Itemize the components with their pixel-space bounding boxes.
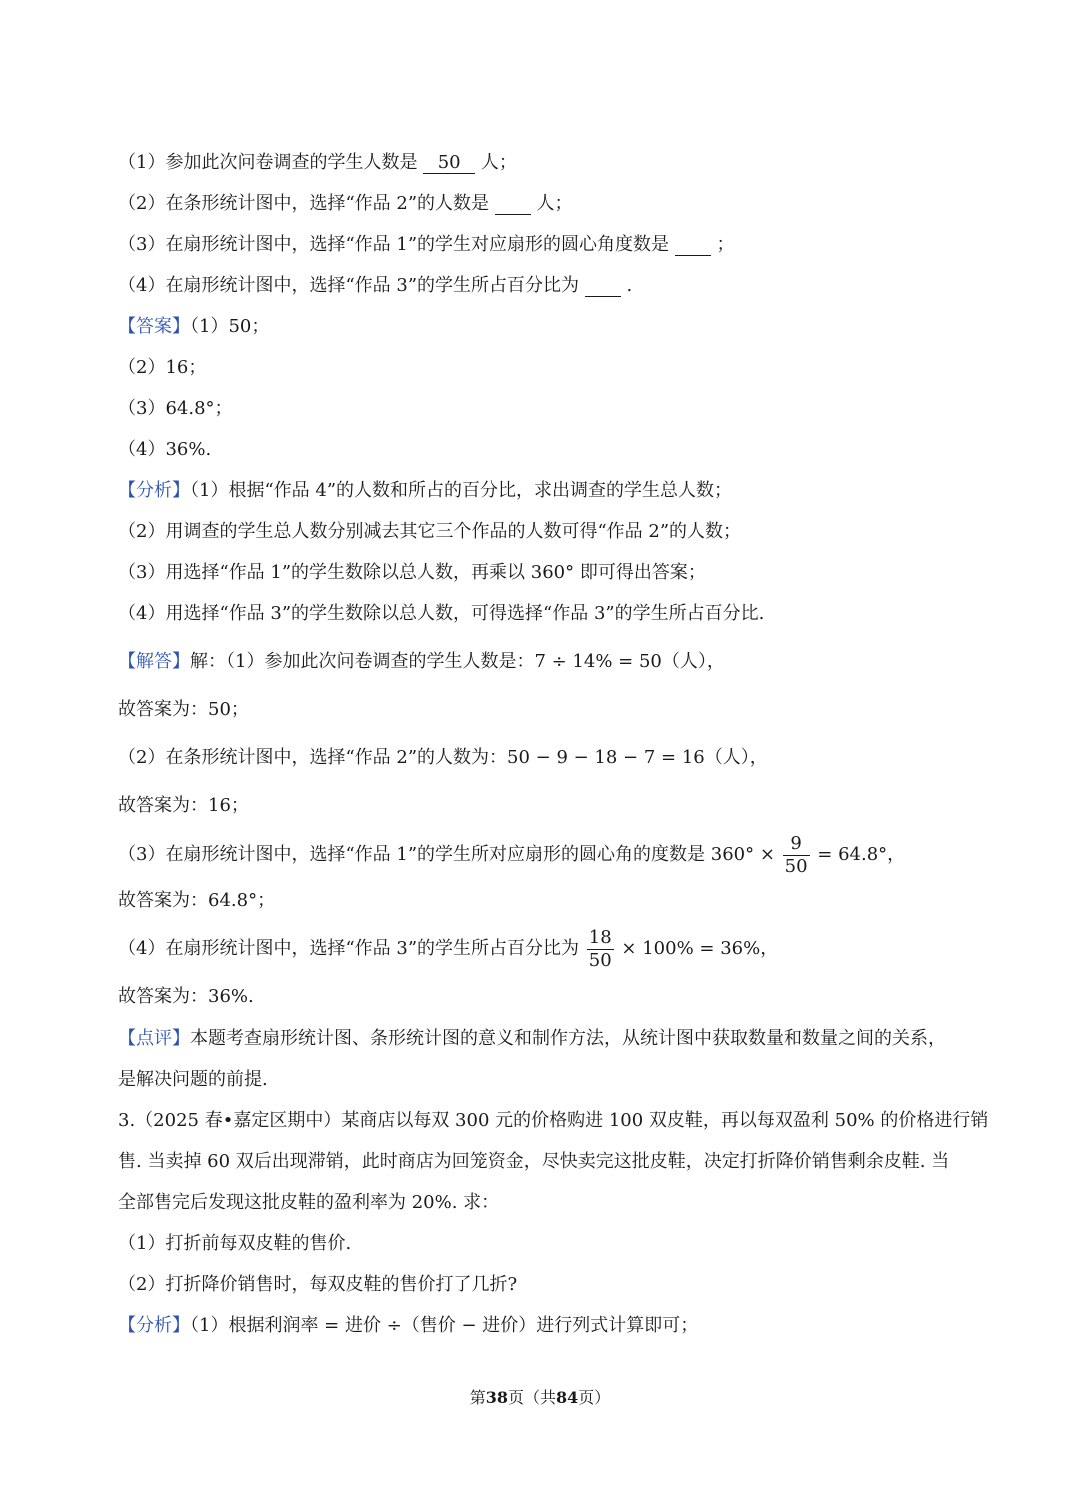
solution-line-2: 故答案为：50； <box>118 699 249 720</box>
answer-blank-1: 50 <box>423 153 475 174</box>
answer-line-1: 【答案】（1）50； <box>118 316 270 337</box>
sub-question-3: （3）在扇形统计图中，选择“作品 1”的学生对应扇形的圆心角度数是 ； <box>118 234 735 255</box>
answer-line-4: （4）36%. <box>118 439 212 460</box>
solution-line-7: （4）在扇形统计图中，选择“作品 3”的学生所占百分比为 $\frac{18}{50}$ × 100% = 36%， <box>118 926 779 971</box>
answer-line-3: （3）64.8°； <box>118 398 233 419</box>
answer-tag: 【答案】 <box>118 316 190 337</box>
answer-blank-4 <box>585 276 621 297</box>
fraction-9-50: $\frac{9}{50}$ <box>784 832 808 877</box>
analysis-line-4: （4）用选择“作品 3”的学生数除以总人数，可得选择“作品 3”的学生所占百分比. <box>118 603 765 624</box>
question-3-analysis-line-1: 【分析】（1）根据利润率 = 进价 ÷（售价 − 进价）进行列式计算即可； <box>118 1315 699 1336</box>
question-3-analysis-tag: 【分析】 <box>118 1315 190 1336</box>
analysis-line-2: （2）用调查的学生总人数分别减去其它三个作品的人数可得“作品 2”的人数； <box>118 521 742 542</box>
question-3-line-1: 3.（2025 春•嘉定区期中）某商店以每双 300 元的价格购进 100 双皮鞋，再以每双盈利 50% 的价格进行销 <box>118 1110 989 1131</box>
comment-line-1: 【点评】本题考查扇形统计图、条形统计图的意义和制作方法，从统计图中获取数量和数量之间的关系， <box>118 1028 946 1049</box>
sub-question-1: （1）参加此次问卷调查的学生人数是 50 人； <box>118 152 517 173</box>
question-3-part-1: （1）打折前每双皮鞋的售价. <box>118 1233 352 1254</box>
answer-blank-2 <box>495 194 531 215</box>
question-3-line-2: 售. 当卖掉 60 双后出现滞销，此时商店为回笼资金，尽快卖完这批皮鞋，决定打折降价销售剩余皮鞋. 当 <box>118 1151 950 1172</box>
solution-line-5: （3）在扇形统计图中，选择“作品 1”的学生所对应扇形的圆心角的度数是 360° × $\frac{9}{50}$ = 64.8°， <box>118 832 906 877</box>
comment-line-2: 是解决问题的前提. <box>118 1069 268 1090</box>
analysis-line-3: （3）用选择“作品 1”的学生数除以总人数，再乘以 360° 即可得出答案； <box>118 562 706 583</box>
answer-line-2: （2）16； <box>118 357 207 378</box>
page-footer: 第38页（共84页） <box>469 1388 611 1407</box>
solution-line-6: 故答案为：64.8°； <box>118 890 276 911</box>
sub-question-4: （4）在扇形统计图中，选择“作品 3”的学生所占百分比为 . <box>118 275 633 296</box>
solution-line-3: （2）在条形统计图中，选择“作品 2”的人数为：50 − 9 − 18 − 7 = 16（人）， <box>118 747 768 768</box>
solution-line-1: 【解答】解：（1）参加此次问卷调查的学生人数是：7 ÷ 14% = 50（人）， <box>118 651 725 672</box>
comment-tag: 【点评】 <box>118 1028 190 1049</box>
solution-tag: 【解答】 <box>118 651 190 672</box>
fraction-18-50: $\frac{18}{50}$ <box>588 926 612 971</box>
analysis-tag: 【分析】 <box>118 480 190 501</box>
question-3-part-2: （2）打折降价销售时，每双皮鞋的售价打了几折? <box>118 1274 518 1295</box>
page-total: 84 <box>556 1388 579 1407</box>
answer-blank-3 <box>675 235 711 256</box>
sub-question-2: （2）在条形统计图中，选择“作品 2”的人数是 人； <box>118 193 573 214</box>
page-number: 38 <box>485 1388 508 1407</box>
question-3-line-3: 全部售完后发现这批皮鞋的盈利率为 20%. 求： <box>118 1192 500 1213</box>
solution-line-4: 故答案为：16； <box>118 795 249 816</box>
solution-line-8: 故答案为：36%. <box>118 986 254 1007</box>
analysis-line-1: 【分析】（1）根据“作品 4”的人数和所占的百分比，求出调查的学生总人数； <box>118 480 733 501</box>
